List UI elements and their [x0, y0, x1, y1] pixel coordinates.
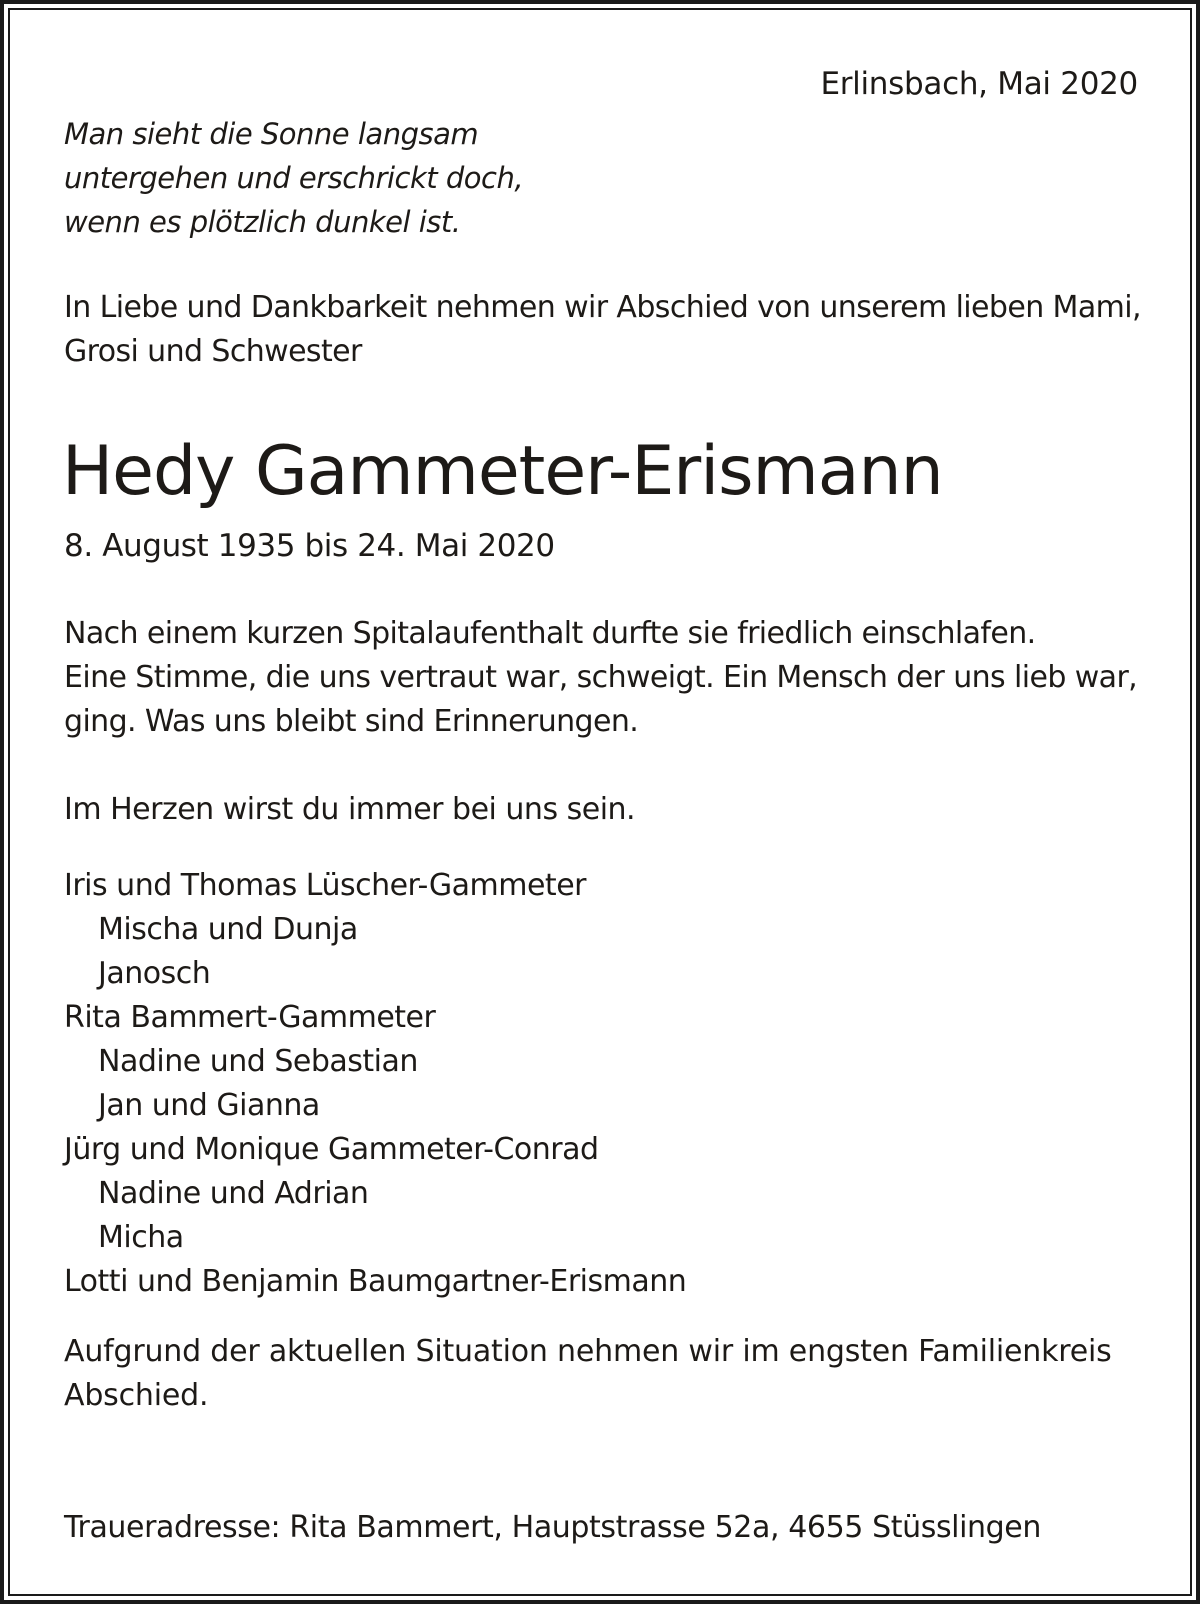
farewell-paragraph	[64, 612, 1137, 744]
intro-line: Grosi und Schwester	[64, 334, 362, 369]
paragraph-line: Nach einem kurzen Spitalaufenthalt durfte sie friedlich einschlafen.	[64, 616, 1036, 651]
heart-line: Im Herzen wirst du immer bei uns sein.	[64, 792, 636, 827]
closing-line: Aufgrund der aktuellen Situation nehmen wir im engsten Familienkreis	[64, 1334, 1112, 1369]
relative-name: Micha	[98, 1220, 184, 1255]
relative-name: Nadine und Adrian	[98, 1176, 369, 1211]
closing-note	[64, 1330, 1112, 1418]
relative-name: Nadine und Sebastian	[98, 1044, 418, 1079]
intro-text	[64, 286, 1141, 374]
poem-line: wenn es plötzlich dunkel ist.	[64, 205, 461, 239]
relative-name: Iris und Thomas Lüscher-Gammeter	[64, 868, 586, 903]
relative-name: Rita Bammert-Gammeter	[64, 1000, 436, 1035]
place-date: Erlinsbach, Mai 2020	[820, 66, 1138, 102]
poem-line: untergehen und erschrickt doch,	[64, 161, 524, 195]
relative-name: Jan und Gianna	[98, 1088, 320, 1123]
relative-name: Mischa und Dunja	[98, 912, 358, 947]
life-dates: 8. August 1935 bis 24. Mai 2020	[64, 528, 555, 564]
deceased-name: Hedy Gammeter-Erismann	[62, 432, 943, 511]
relative-name: Lotti und Benjamin Baumgartner-Erismann	[64, 1264, 687, 1299]
intro-line: In Liebe und Dankbarkeit nehmen wir Abschied von unserem lieben Mami,	[64, 290, 1141, 325]
relatives-list	[64, 864, 686, 1304]
relative-name: Janosch	[98, 956, 211, 991]
mourning-address: Traueradresse: Rita Bammert, Hauptstrasse 52a, 4655 Stüsslingen	[64, 1510, 1041, 1545]
poem-line: Man sieht die Sonne langsam	[64, 117, 479, 151]
poem	[64, 112, 523, 244]
closing-line: Abschied.	[64, 1378, 209, 1413]
paragraph-line: Eine Stimme, die uns vertraut war, schweigt. Ein Mensch der uns lieb war,	[64, 660, 1138, 695]
paragraph-line: ging. Was uns bleibt sind Erinnerungen.	[64, 704, 639, 739]
relative-name: Jürg und Monique Gammeter-Conrad	[64, 1132, 599, 1167]
